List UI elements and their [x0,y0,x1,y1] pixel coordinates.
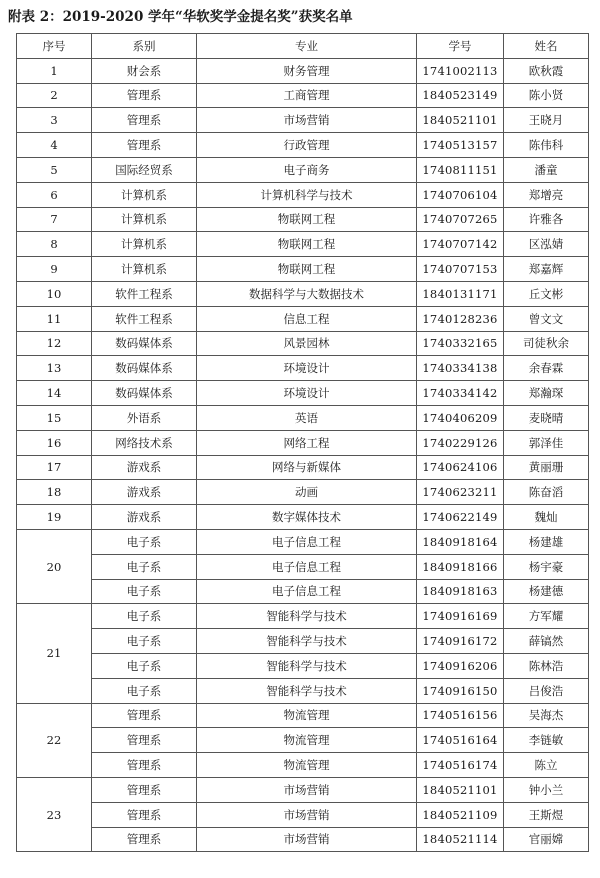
table-row [17,83,589,108]
table-row [17,356,589,381]
table-row [17,281,589,306]
table-row [17,629,589,654]
cell-seq: 22 [17,703,92,777]
cell-major: 风景园林 [197,331,417,356]
cell-seq: 18 [17,480,92,505]
cell-major: 动画 [197,480,417,505]
cell-seq: 1 [17,58,92,83]
cell-major: 市场营销 [197,777,417,802]
cell-name: 王晓月 [504,108,589,133]
cell-seq: 20 [17,529,92,603]
cell-major: 市场营销 [197,827,417,852]
table-row [17,604,589,629]
table-row [17,505,589,530]
table-row [17,827,589,852]
cell-name: 钟小兰 [504,777,589,802]
cell-name: 郑嘉辉 [504,257,589,282]
cell-name: 吕俊浩 [504,678,589,703]
cell-name: 许雅各 [504,207,589,232]
header-dept: 系别 [92,34,197,59]
table-row [17,455,589,480]
cell-dept: 电子系 [92,579,197,604]
cell-student-id: 1840521101 [417,108,504,133]
cell-major: 数据科学与大数据技术 [197,281,417,306]
cell-student-id: 1740623211 [417,480,504,505]
header-seq: 序号 [17,34,92,59]
cell-seq: 17 [17,455,92,480]
cell-major: 电子信息工程 [197,529,417,554]
table-row [17,108,589,133]
cell-major: 智能科学与技术 [197,653,417,678]
cell-dept: 管理系 [92,108,197,133]
cell-major: 物联网工程 [197,257,417,282]
cell-seq: 4 [17,133,92,158]
cell-major: 数字媒体技术 [197,505,417,530]
cell-dept: 管理系 [92,133,197,158]
cell-seq: 23 [17,777,92,851]
cell-student-id: 1840918163 [417,579,504,604]
cell-major: 物流管理 [197,728,417,753]
cell-dept: 计算机系 [92,232,197,257]
table-row [17,554,589,579]
cell-name: 郑瀚琛 [504,381,589,406]
cell-name: 杨建德 [504,579,589,604]
cell-dept: 管理系 [92,703,197,728]
cell-major: 环境设计 [197,381,417,406]
table-row [17,157,589,182]
cell-dept: 电子系 [92,653,197,678]
cell-seq: 2 [17,83,92,108]
table-row [17,529,589,554]
header-id: 学号 [417,34,504,59]
cell-name: 陈林浩 [504,653,589,678]
cell-name: 郑增亮 [504,182,589,207]
table-row [17,753,589,778]
cell-seq: 11 [17,306,92,331]
cell-name: 陈小贤 [504,83,589,108]
cell-seq: 21 [17,604,92,703]
cell-student-id: 1740406209 [417,405,504,430]
table-row [17,133,589,158]
table-body [17,58,589,852]
cell-dept: 游戏系 [92,480,197,505]
cell-student-id: 1840521109 [417,802,504,827]
cell-dept: 电子系 [92,529,197,554]
table-row [17,331,589,356]
cell-major: 智能科学与技术 [197,604,417,629]
cell-name: 陈伟科 [504,133,589,158]
table-row [17,653,589,678]
cell-name: 余春霖 [504,356,589,381]
cell-student-id: 1840521114 [417,827,504,852]
cell-seq: 14 [17,381,92,406]
cell-student-id: 1740707153 [417,257,504,282]
cell-dept: 电子系 [92,604,197,629]
cell-student-id: 1740707142 [417,232,504,257]
cell-dept: 计算机系 [92,182,197,207]
cell-major: 市场营销 [197,108,417,133]
cell-major: 市场营销 [197,802,417,827]
cell-dept: 游戏系 [92,455,197,480]
cell-dept: 软件工程系 [92,306,197,331]
cell-major: 电子信息工程 [197,579,417,604]
cell-major: 网络工程 [197,430,417,455]
table-row [17,777,589,802]
cell-student-id: 1740516174 [417,753,504,778]
cell-name: 黄丽珊 [504,455,589,480]
cell-name: 魏灿 [504,505,589,530]
table-row [17,703,589,728]
cell-name: 吴海杰 [504,703,589,728]
cell-student-id: 1740334142 [417,381,504,406]
cell-student-id: 1740916169 [417,604,504,629]
cell-dept: 电子系 [92,554,197,579]
document-title: 附表 2：2019-2020 学年“华软奖学金提名奖”获奖名单 [8,9,353,25]
table-row [17,678,589,703]
table-row [17,430,589,455]
cell-student-id: 1740622149 [417,505,504,530]
cell-dept: 管理系 [92,827,197,852]
cell-dept: 电子系 [92,678,197,703]
cell-student-id: 1740128236 [417,306,504,331]
cell-major: 行政管理 [197,133,417,158]
cell-major: 物流管理 [197,703,417,728]
table-row [17,480,589,505]
cell-name: 司徒秋余 [504,331,589,356]
cell-major: 物联网工程 [197,232,417,257]
cell-student-id: 1740707265 [417,207,504,232]
table-row [17,232,589,257]
cell-major: 环境设计 [197,356,417,381]
cell-name: 潘童 [504,157,589,182]
cell-name: 郭泽佳 [504,430,589,455]
cell-seq: 6 [17,182,92,207]
cell-dept: 网络技术系 [92,430,197,455]
cell-major: 工商管理 [197,83,417,108]
cell-seq: 9 [17,257,92,282]
table-header-row [17,34,589,59]
cell-student-id: 1840131171 [417,281,504,306]
cell-dept: 电子系 [92,629,197,654]
cell-dept: 数码媒体系 [92,356,197,381]
table-row [17,306,589,331]
cell-dept: 计算机系 [92,257,197,282]
cell-student-id: 1840918166 [417,554,504,579]
cell-dept: 数码媒体系 [92,331,197,356]
cell-student-id: 1740332165 [417,331,504,356]
cell-dept: 管理系 [92,777,197,802]
cell-seq: 16 [17,430,92,455]
cell-student-id: 1740229126 [417,430,504,455]
cell-major: 智能科学与技术 [197,678,417,703]
cell-name: 欧秋霞 [504,58,589,83]
cell-dept: 管理系 [92,802,197,827]
cell-dept: 软件工程系 [92,281,197,306]
cell-seq: 3 [17,108,92,133]
cell-student-id: 1740706104 [417,182,504,207]
cell-dept: 外语系 [92,405,197,430]
cell-name: 曾文文 [504,306,589,331]
cell-dept: 计算机系 [92,207,197,232]
cell-name: 丘文彬 [504,281,589,306]
table-row [17,802,589,827]
cell-seq: 7 [17,207,92,232]
header-major: 专业 [197,34,417,59]
cell-name: 薛镐然 [504,629,589,654]
cell-dept: 国际经贸系 [92,157,197,182]
cell-student-id: 1740516156 [417,703,504,728]
cell-name: 区泓婧 [504,232,589,257]
cell-seq: 8 [17,232,92,257]
cell-name: 杨建雄 [504,529,589,554]
cell-name: 麦晓晴 [504,405,589,430]
cell-seq: 5 [17,157,92,182]
cell-student-id: 1840918164 [417,529,504,554]
cell-dept: 数码媒体系 [92,381,197,406]
cell-student-id: 1840521101 [417,777,504,802]
cell-dept: 财会系 [92,58,197,83]
table-row [17,257,589,282]
award-list-table [16,33,589,852]
table-row [17,728,589,753]
cell-major: 财务管理 [197,58,417,83]
cell-major: 智能科学与技术 [197,629,417,654]
cell-dept: 管理系 [92,83,197,108]
table-row [17,207,589,232]
cell-major: 网络与新媒体 [197,455,417,480]
cell-name: 陈奋滔 [504,480,589,505]
cell-student-id: 1740513157 [417,133,504,158]
cell-student-id: 1840523149 [417,83,504,108]
table-row [17,381,589,406]
table-row [17,58,589,83]
cell-student-id: 1740916206 [417,653,504,678]
cell-student-id: 1740516164 [417,728,504,753]
cell-seq: 19 [17,505,92,530]
cell-major: 电子商务 [197,157,417,182]
cell-name: 王斯煜 [504,802,589,827]
cell-student-id: 1740811151 [417,157,504,182]
cell-major: 计算机科学与技术 [197,182,417,207]
cell-student-id: 1740334138 [417,356,504,381]
cell-seq: 13 [17,356,92,381]
cell-student-id: 1740916150 [417,678,504,703]
cell-seq: 12 [17,331,92,356]
table-row [17,182,589,207]
header-name: 姓名 [504,34,589,59]
cell-student-id: 1741002113 [417,58,504,83]
cell-major: 物流管理 [197,753,417,778]
cell-name: 陈立 [504,753,589,778]
cell-dept: 管理系 [92,728,197,753]
cell-student-id: 1740916172 [417,629,504,654]
cell-name: 方军耀 [504,604,589,629]
table-row [17,405,589,430]
cell-dept: 游戏系 [92,505,197,530]
cell-student-id: 1740624106 [417,455,504,480]
cell-major: 英语 [197,405,417,430]
cell-name: 官丽嫦 [504,827,589,852]
cell-name: 杨宇豪 [504,554,589,579]
cell-dept: 管理系 [92,753,197,778]
cell-seq: 10 [17,281,92,306]
cell-major: 物联网工程 [197,207,417,232]
cell-seq: 15 [17,405,92,430]
cell-major: 信息工程 [197,306,417,331]
cell-name: 李链敏 [504,728,589,753]
table-row [17,579,589,604]
cell-major: 电子信息工程 [197,554,417,579]
